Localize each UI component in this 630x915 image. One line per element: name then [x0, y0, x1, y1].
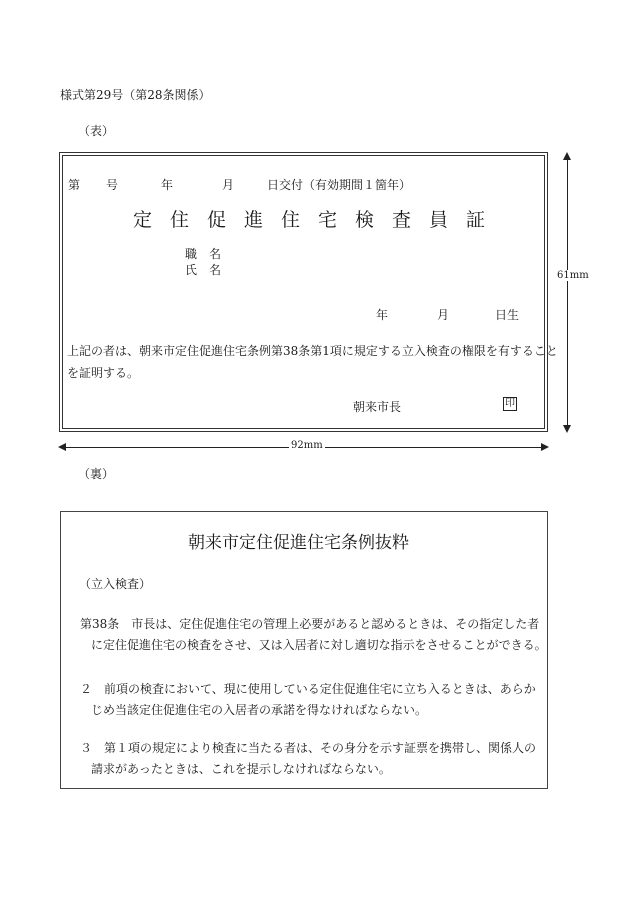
name-label: 氏 名 [185, 263, 222, 277]
card-front-inner-border [62, 155, 545, 429]
card-title: 定住促進住宅検査員証 [133, 209, 504, 231]
issue-month-label: 月 [222, 178, 235, 192]
section-heading: （立入検査） [79, 577, 152, 591]
birth-year-label: 年 [376, 308, 389, 322]
item-2-line2: じめ当該定住促進住宅の入居者の承諾を得なければならない。 [91, 703, 428, 717]
height-dimension-line [567, 158, 568, 428]
height-dimension-label: 61mm [557, 270, 589, 281]
item-2-line1: ２ 前項の検査において、現に使用している定住促進住宅に立ち入るときは、あらか [80, 682, 536, 696]
issuer-name: 朝来市長 [353, 400, 402, 414]
back-title: 朝来市定住促進住宅条例抜粋 [188, 533, 409, 553]
height-arrow-bottom [563, 425, 571, 433]
item-3-line1: ３ 第１項の規定により検査に当たる者は、その身分を示す証票を携帯し、関係人の [80, 741, 537, 755]
article-38-line2: に定住促進住宅の検査をさせ、又は入居者に対し適切な指示をさせることができる。 [91, 638, 547, 652]
certification-text-line1: 上記の者は、朝来市定住促進住宅条例第38条第1項に規定する立入検査の権限を有すること [67, 344, 558, 358]
width-arrow-right [541, 443, 549, 451]
certification-text-line2: を証明する。 [67, 366, 140, 380]
birth-day-label: 日生 [495, 308, 520, 322]
article-38-line1: 第38条 市長は、定住促進住宅の管理上必要があると認めるときは、その指定した者 [80, 617, 540, 631]
job-title-label: 職 名 [185, 247, 222, 261]
front-label: （表） [78, 124, 115, 138]
issue-number-prefix: 第 [68, 178, 81, 192]
seal-box: 印 [505, 398, 515, 409]
back-label: （裏） [78, 467, 115, 481]
issue-day-validity: 日交付（有効期間１箇年） [267, 178, 412, 192]
issue-number-suffix: 号 [106, 178, 119, 192]
form-number: 様式第29号（第28条関係） [60, 88, 211, 102]
issue-year-label: 年 [161, 178, 174, 192]
item-3-line2: 請求があったときは、これを提示しなければならない。 [91, 762, 391, 776]
birth-month-label: 月 [437, 308, 450, 322]
width-dimension-label: 92mm [291, 440, 323, 451]
